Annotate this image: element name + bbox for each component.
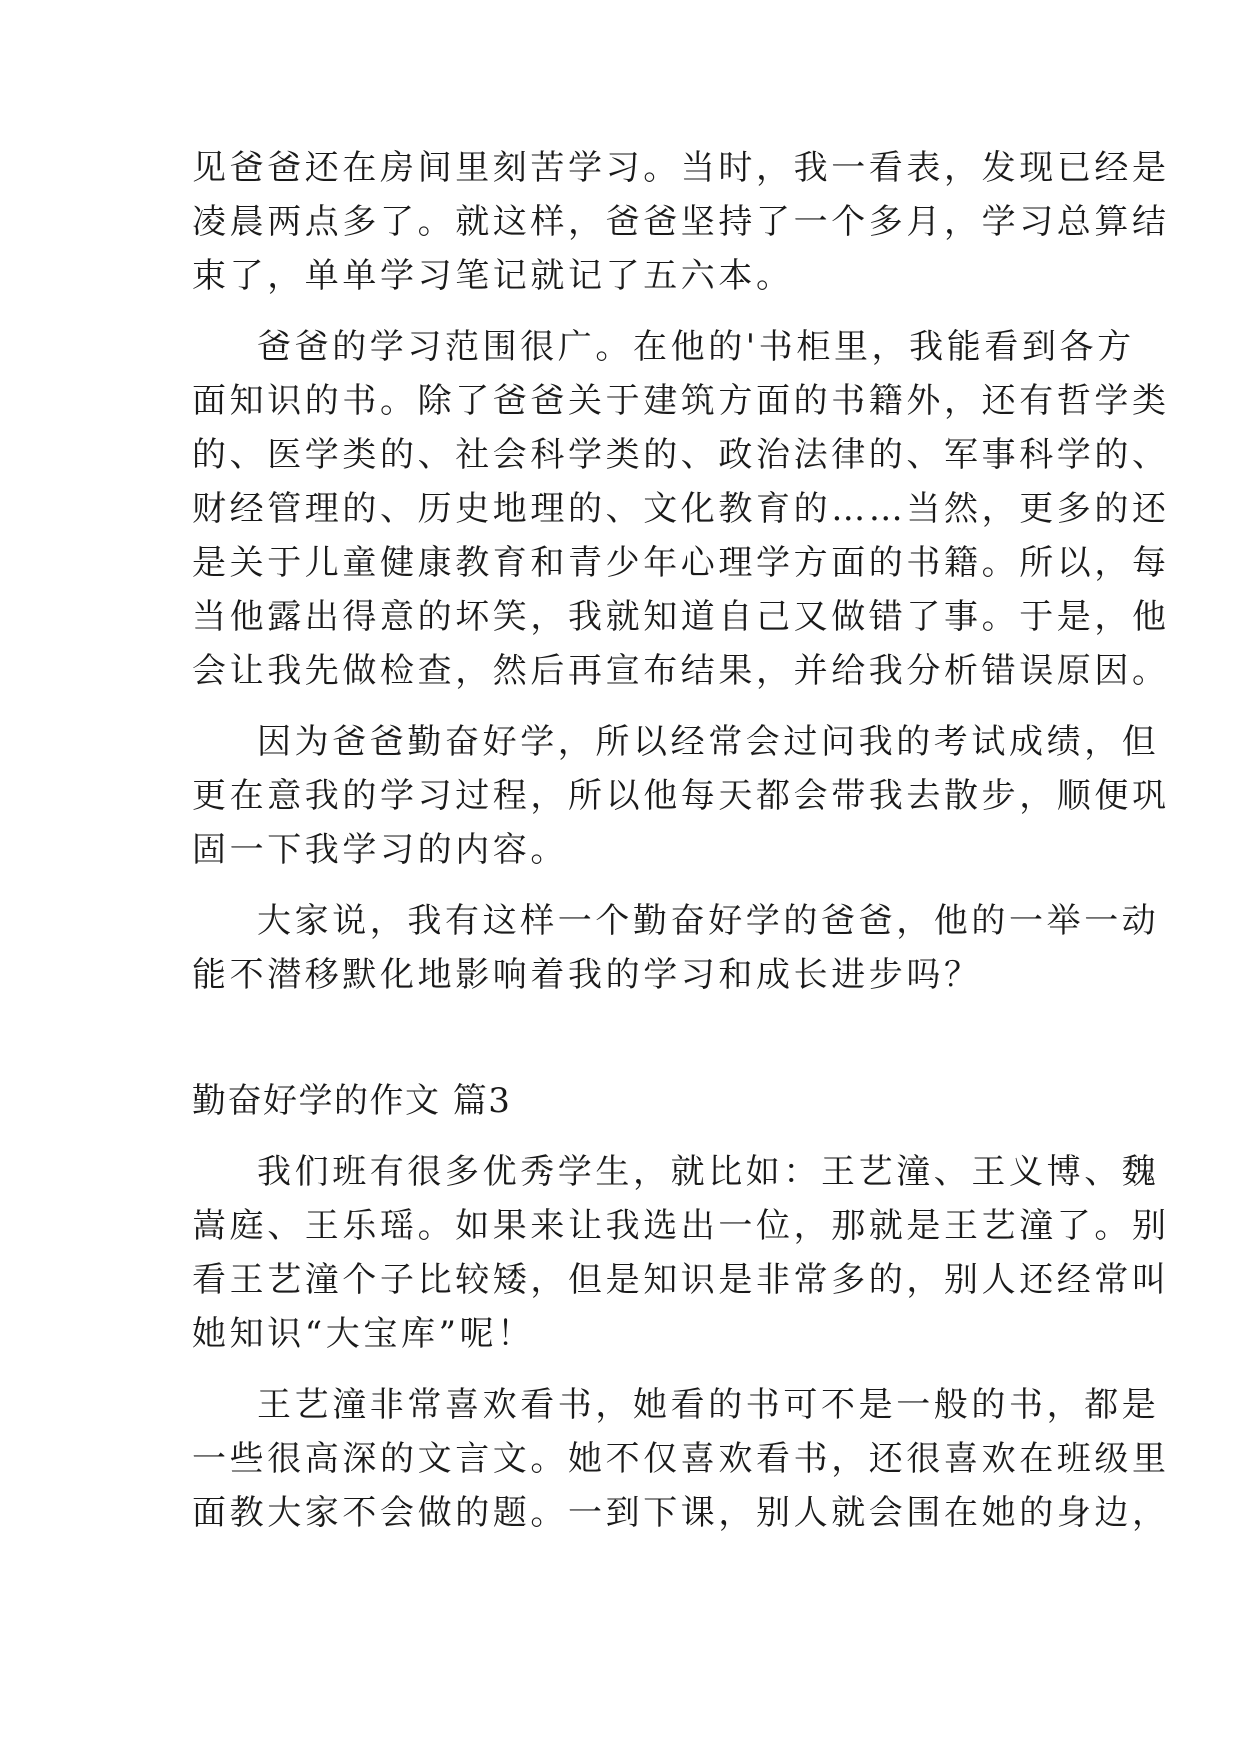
text-line: 的、医学类的、社会科学类的、政治法律的、军事科学的、 <box>192 435 1170 475</box>
paragraph-first-line: 爸爸的学习范围很广。在他的'书柜里，我能看到各方 <box>257 327 1135 367</box>
section-heading: 勤奋好学的作文 篇3 <box>192 1081 512 1121</box>
text-line: 嵩庭、王乐瑶。如果来让我选出一位，那就是王艺潼了。别 <box>192 1206 1170 1246</box>
text-line: 会让我先做检查，然后再宣布结果，并给我分析错误原因。 <box>192 651 1170 691</box>
text-line: 更在意我的学习过程，所以他每天都会带我去散步，顺便巩 <box>192 776 1170 816</box>
text-line: 看王艺潼个子比较矮，但是知识是非常多的，别人还经常叫 <box>192 1260 1170 1300</box>
text-line: 面知识的书。除了爸爸关于建筑方面的书籍外，还有哲学类 <box>192 381 1170 421</box>
text-line: 面教大家不会做的题。一到下课，别人就会围在她的身边， <box>192 1493 1170 1533</box>
text-line: 是关于儿童健康教育和青少年心理学方面的书籍。所以，每 <box>192 543 1170 583</box>
text-line: 当他露出得意的坏笑，我就知道自己又做错了事。于是，他 <box>192 597 1170 637</box>
paragraph-first-line: 我们班有很多优秀学生，就比如：王艺潼、王义博、魏 <box>257 1152 1160 1192</box>
text-line: 能不潜移默化地影响着我的学习和成长进步吗？ <box>192 955 982 995</box>
text-line: 凌晨两点多了。就这样，爸爸坚持了一个多月，学习总算结 <box>192 202 1170 242</box>
paragraph-first-line: 大家说，我有这样一个勤奋好学的爸爸，他的一举一动 <box>257 901 1160 941</box>
paragraph-first-line: 王艺潼非常喜欢看书，她看的书可不是一般的书，都是 <box>257 1385 1160 1425</box>
text-line: 一些很高深的文言文。她不仅喜欢看书，还很喜欢在班级里 <box>192 1439 1170 1479</box>
text-line: 财经管理的、历史地理的、文化教育的……当然，更多的还 <box>192 489 1170 529</box>
text-line: 她知识“大宝库”呢！ <box>192 1314 535 1354</box>
text-line: 见爸爸还在房间里刻苦学习。当时，我一看表，发现已经是 <box>192 148 1170 188</box>
paragraph-first-line: 因为爸爸勤奋好学，所以经常会过问我的考试成绩，但 <box>257 722 1160 762</box>
text-line: 束了，单单学习笔记就记了五六本。 <box>192 256 794 296</box>
text-line: 固一下我学习的内容。 <box>192 830 568 870</box>
